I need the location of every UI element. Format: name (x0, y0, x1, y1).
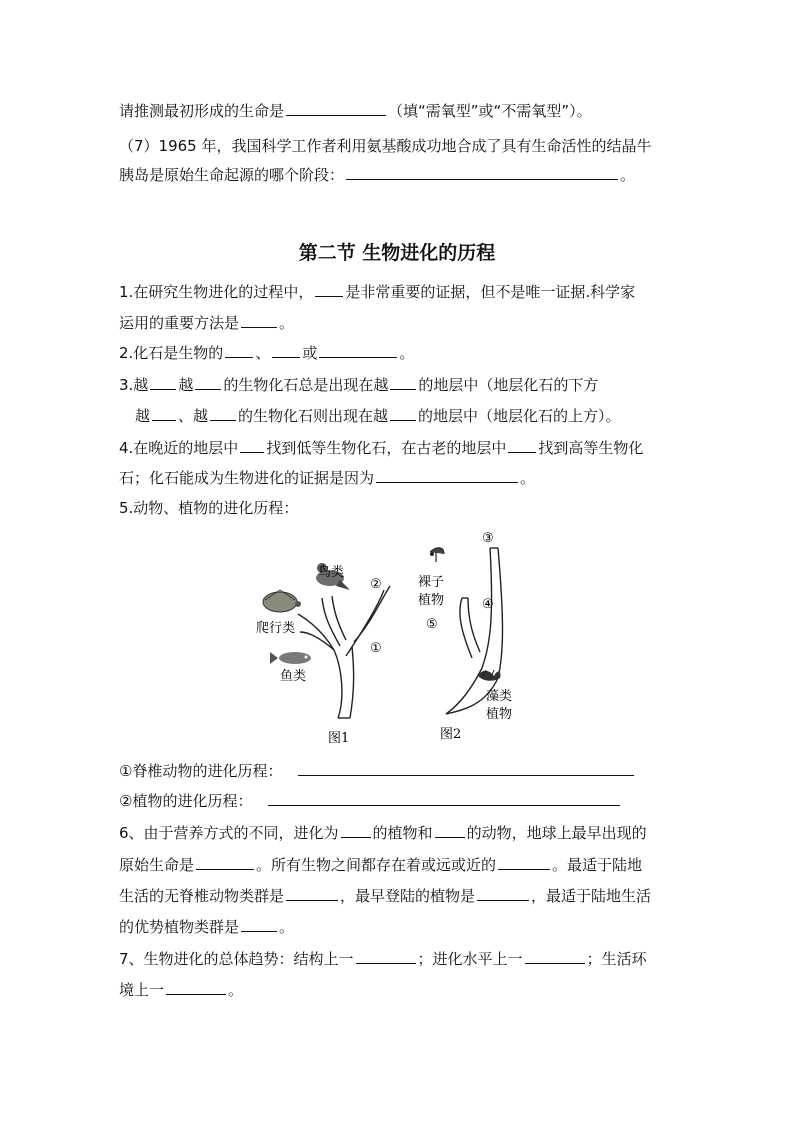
question-5-plant (119, 790, 622, 811)
text: 请推测最初形成的生命是 (119, 102, 285, 120)
label-gymnosperm-2: 植物 (418, 593, 445, 608)
text: ①脊椎动物的进化历程： (119, 762, 283, 780)
turtle-icon (263, 590, 301, 612)
answer-blank[interactable] (341, 822, 371, 838)
text: 是非常重要的证据，但不是唯一证据.科学家 (345, 283, 636, 301)
answer-blank[interactable] (508, 437, 536, 453)
section-title: 第二节 生物进化的历程 (298, 242, 496, 264)
answer-blank[interactable] (477, 885, 529, 901)
text: 。 (520, 469, 536, 487)
question-7-line-1 (119, 948, 647, 969)
label-circled-1: ① (370, 641, 382, 656)
question-6-line-2 (119, 854, 642, 875)
answer-blank[interactable] (286, 885, 338, 901)
text: 。 (279, 918, 295, 936)
text: 找到低等生物化石，在古老的地层中 (266, 439, 507, 457)
question-3-line-1 (119, 374, 598, 395)
question-1-line-1 (119, 281, 635, 302)
text: ，最早登陆的植物是 (340, 887, 476, 905)
text: （7）1965 年，我国科学工作者利用氨基酸成功地合成了具有生命活性的结晶牛 (119, 137, 652, 155)
text: 7、生物进化的总体趋势：结构上一 (119, 950, 354, 968)
text: 越 (135, 407, 151, 425)
text: ②植物的进化历程： (119, 792, 253, 810)
text: 找到高等生物化 (538, 439, 644, 457)
question-2 (119, 342, 414, 363)
text: 或 (302, 344, 318, 362)
question-1-line-2 (119, 312, 294, 333)
text: 的优势植物类群是 (119, 918, 240, 936)
text: 的生物化石则出现在越 (238, 407, 389, 425)
label-circled-2: ② (370, 577, 382, 592)
text: 境上一 (119, 981, 165, 999)
text: 原始生命是 (119, 856, 195, 874)
label-fish: 鱼类 (280, 669, 307, 684)
question-5-vertebrate (119, 760, 636, 781)
text: 1.在研究生物进化的过程中， (119, 283, 314, 301)
text: 胰岛是原始生命起源的哪个阶段： (119, 166, 345, 184)
text: 2.化石是生物的 (119, 344, 224, 362)
answer-blank[interactable] (225, 342, 253, 358)
text: 的生物化石总是出现在越 (223, 376, 389, 394)
text: ，最适于陆地生活 (531, 887, 652, 905)
text: 越 (178, 376, 194, 394)
answer-blank[interactable] (152, 405, 176, 421)
answer-blank[interactable] (268, 790, 620, 806)
caption-figure-2: 图2 (440, 727, 462, 742)
label-algae-1: 藻类 (486, 689, 513, 704)
answer-blank[interactable] (356, 948, 416, 964)
answer-blank[interactable] (241, 312, 277, 328)
label-reptile: 爬行类 (256, 621, 296, 636)
label-gymnosperm-1: 裸子 (418, 575, 445, 590)
text: （填“需氧型”或“不需氧型”）。 (388, 102, 592, 120)
answer-blank[interactable] (390, 405, 416, 421)
text: 。 (279, 314, 295, 332)
text: 。最适于陆地 (552, 856, 643, 874)
question-4-line-1 (119, 437, 643, 458)
question-6-line-1 (119, 822, 647, 843)
answer-blank[interactable] (390, 374, 416, 390)
text: 运用的重要方法是 (119, 314, 240, 332)
answer-blank[interactable] (195, 374, 221, 390)
answer-blank[interactable] (241, 916, 277, 932)
caption-figure-1: 图1 (328, 731, 350, 746)
evolution-tree-figure (250, 528, 540, 746)
text: 3.越 (119, 376, 149, 394)
answer-blank[interactable] (435, 822, 465, 838)
text: 4.在晚近的地层中 (119, 439, 239, 457)
label-circled-3: ③ (482, 531, 494, 546)
question-4-line-2 (119, 467, 535, 488)
text: 6、由于营养方式的不同，进化为 (119, 824, 339, 842)
answer-blank[interactable] (240, 437, 264, 453)
text: 的动物，地球上最早出现的 (466, 824, 647, 842)
question-5 (119, 498, 298, 518)
text-line-2 (119, 136, 652, 156)
answer-blank[interactable] (298, 760, 634, 776)
text: 5.动物、植物的进化历程： (119, 499, 299, 517)
gymnosperm-icon (430, 548, 444, 562)
text: 生活的无脊椎动物类群是 (119, 887, 285, 905)
answer-blank[interactable] (498, 854, 550, 870)
text-line-3 (119, 164, 635, 185)
answer-blank[interactable] (525, 948, 585, 964)
label-circled-5: ⑤ (426, 617, 438, 632)
text: 。 (399, 344, 415, 362)
text: 。 (620, 166, 636, 184)
question-6-line-3 (119, 885, 651, 906)
fish-icon (270, 652, 311, 664)
answer-blank[interactable] (166, 979, 226, 995)
label-circled-4: ④ (482, 597, 494, 612)
answer-blank[interactable] (196, 854, 254, 870)
question-3-line-2 (135, 405, 621, 426)
text: 的地层中（地层化石的下方 (418, 376, 599, 394)
text: ；生活环 (586, 950, 647, 968)
answer-blank[interactable] (319, 342, 397, 358)
text: 、越 (178, 407, 209, 425)
algae-icon (478, 670, 501, 681)
text: 。所有生物之间都存在着或远或近的 (256, 856, 497, 874)
answer-blank[interactable] (150, 374, 176, 390)
question-6-line-4 (119, 916, 294, 937)
answer-blank[interactable] (210, 405, 236, 421)
label-bird: 鸟类 (318, 565, 345, 580)
text: 、 (255, 344, 271, 362)
text: ；进化水平上一 (417, 950, 523, 968)
answer-blank[interactable] (315, 281, 343, 297)
question-7-line-2 (119, 979, 243, 1000)
answer-blank[interactable] (272, 342, 300, 358)
text: 的植物和 (372, 824, 433, 842)
answer-blank[interactable] (376, 467, 518, 483)
text: 石；化石能成为生物进化的证据是因为 (119, 469, 375, 487)
text: 的地层中（地层化石的上方）。 (418, 407, 621, 425)
text: 。 (228, 981, 244, 999)
answer-blank[interactable] (286, 100, 386, 116)
text-line-1 (119, 100, 592, 121)
answer-blank[interactable] (346, 164, 618, 180)
label-algae-2: 植物 (486, 707, 513, 722)
